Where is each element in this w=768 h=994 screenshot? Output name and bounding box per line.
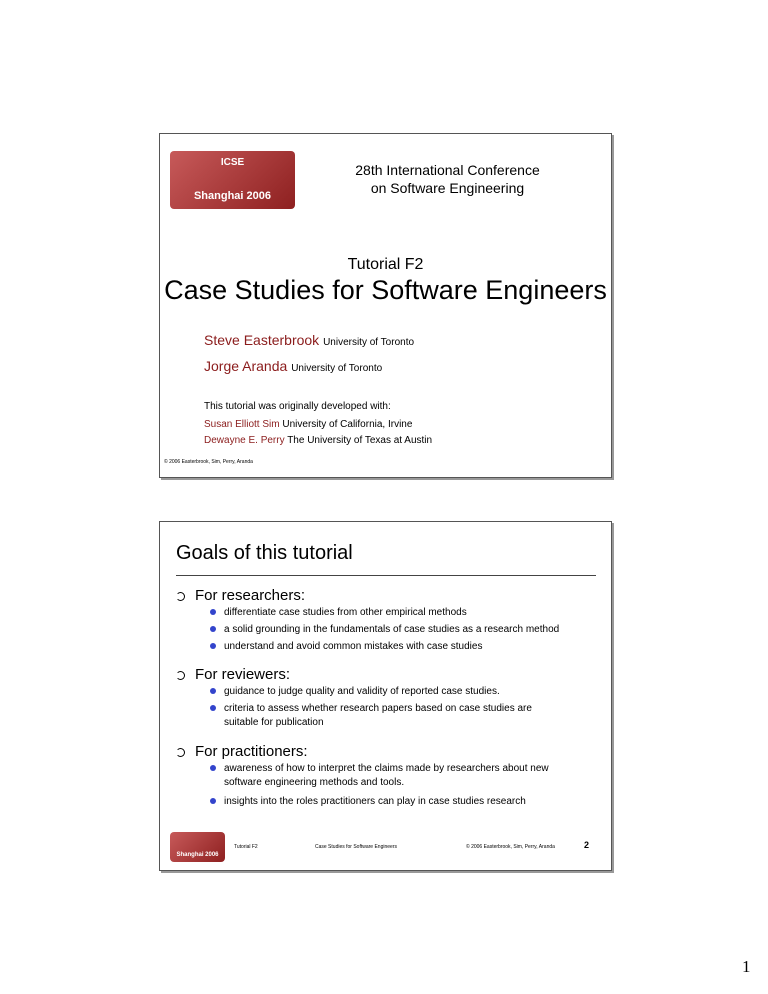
- circle-bullet-icon: [176, 748, 185, 757]
- list-item: guidance to judge quality and validity of reported case studies.: [210, 686, 500, 697]
- conference-name: 28th International Conference on Software Engineering: [355, 162, 540, 196]
- slide-title: Case Studies for Software Engineers: [164, 275, 607, 305]
- circle-bullet-icon: [176, 592, 185, 601]
- footer-copyright: © 2006 Easterbrook, Sim, Perry, Aranda: [466, 844, 555, 850]
- author-1: Steve Easterbrook University of Toronto: [204, 332, 415, 348]
- bullet-icon: [210, 688, 216, 694]
- footer-logo: Shanghai 2006: [170, 832, 225, 862]
- bullet-icon: [210, 626, 216, 632]
- icse-logo: [170, 151, 295, 209]
- copyright: © 2006 Easterbrook, Sim, Perry, Aranda: [164, 459, 253, 465]
- bullet-icon: [210, 609, 216, 615]
- title-divider: [176, 575, 596, 576]
- list-item: understand and avoid common mistakes with case studies: [210, 641, 482, 652]
- contributor-2: Dewayne E. Perry The University of Texas at Austin: [204, 435, 433, 446]
- list-item: differentiate case studies from other empirical methods: [210, 607, 467, 618]
- footer-tutorial: Tutorial F2: [234, 844, 258, 850]
- bullet-icon: [210, 705, 216, 711]
- title-slide: [159, 133, 612, 478]
- slide-title: Goals of this tutorial: [176, 542, 353, 564]
- bullet-icon: [210, 798, 216, 804]
- list-item: awareness of how to interpret the claims made by researchers about new: [210, 763, 549, 774]
- bullet-icon: [210, 643, 216, 649]
- page-number: 1: [742, 957, 751, 976]
- list-item-continuation: software engineering methods and tools.: [224, 777, 405, 788]
- section-heading: For researchers:: [176, 587, 305, 604]
- contributor-1: Susan Elliott Sim University of California, Irvine: [204, 419, 413, 430]
- origin-note: This tutorial was originally developed with:: [204, 401, 391, 412]
- author-2: Jorge Aranda University of Toronto: [204, 358, 383, 374]
- list-item: insights into the roles practitioners can play in case studies research: [210, 796, 526, 807]
- section-heading: For practitioners:: [176, 743, 308, 760]
- logo-badge: ICSE: [220, 157, 245, 168]
- slide-number: 2: [584, 840, 590, 850]
- goals-slide: [159, 521, 612, 871]
- list-item: criteria to assess whether research papers based on case studies are: [210, 703, 532, 714]
- footer-title: Case Studies for Software Engineers: [315, 844, 397, 850]
- list-item-continuation: suitable for publication: [224, 717, 324, 728]
- section-heading: For reviewers:: [176, 666, 290, 683]
- list-item: a solid grounding in the fundamentals of case studies as a research method: [210, 624, 559, 635]
- bullet-icon: [210, 765, 216, 771]
- circle-bullet-icon: [176, 671, 185, 680]
- logo-text: Shanghai 2006: [193, 190, 272, 202]
- tutorial-label: Tutorial F2: [347, 256, 424, 273]
